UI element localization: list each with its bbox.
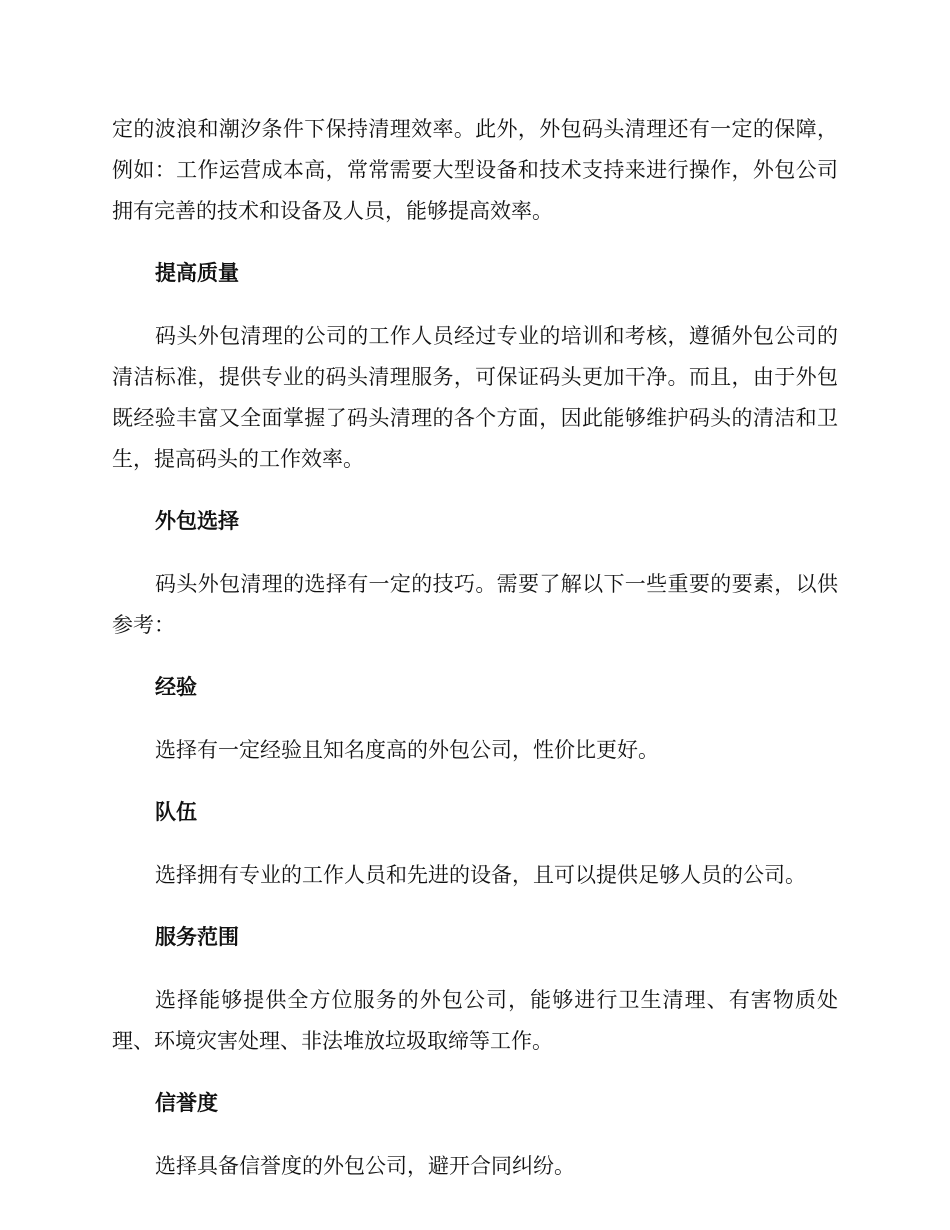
heading-improve-quality: 提高质量	[155, 261, 239, 285]
choice-paragraph: 码头外包清理的选择有一定的技巧。需要了解以下一些重要的要素，以供参考：	[112, 572, 838, 637]
intro-paragraph: 定的波浪和潮汐条件下保持清理效率。此外，外包码头清理还有一定的保障，例如：工作运营成本高，常常需要大型设备和技术支持来进行操作，外包公司拥有完善的技术和设备及人员，能够提高效率。	[112, 117, 838, 223]
scope-paragraph: 选择能够提供全方位服务的外包公司，能够进行卫生清理、有害物质处理、环境灾害处理、非法堆放垃圾取缔等工作。	[112, 988, 838, 1053]
credibility-paragraph: 选择具备信誉度的外包公司，避开合同纠纷。	[155, 1154, 575, 1178]
heading-service-scope: 服务范围	[155, 925, 239, 949]
quality-paragraph: 码头外包清理的公司的工作人员经过专业的培训和考核，遵循外包公司的清洁标准，提供专业的码头清理服务，可保证码头更加干净。而且，由于外包既经验丰富又全面掌握了码头清理的各个方面，因此能够维护码头的清洁和卫生，提高码头的工作效率。	[112, 324, 838, 471]
heading-outsourcing-choice: 外包选择	[155, 509, 239, 533]
heading-credibility: 信誉度	[155, 1091, 218, 1115]
experience-paragraph: 选择有一定经验且知名度高的外包公司，性价比更好。	[155, 738, 659, 762]
heading-team: 队伍	[155, 800, 197, 824]
team-paragraph: 选择拥有专业的工作人员和先进的设备，且可以提供足够人员的公司。	[155, 863, 806, 887]
heading-experience: 经验	[155, 675, 197, 699]
